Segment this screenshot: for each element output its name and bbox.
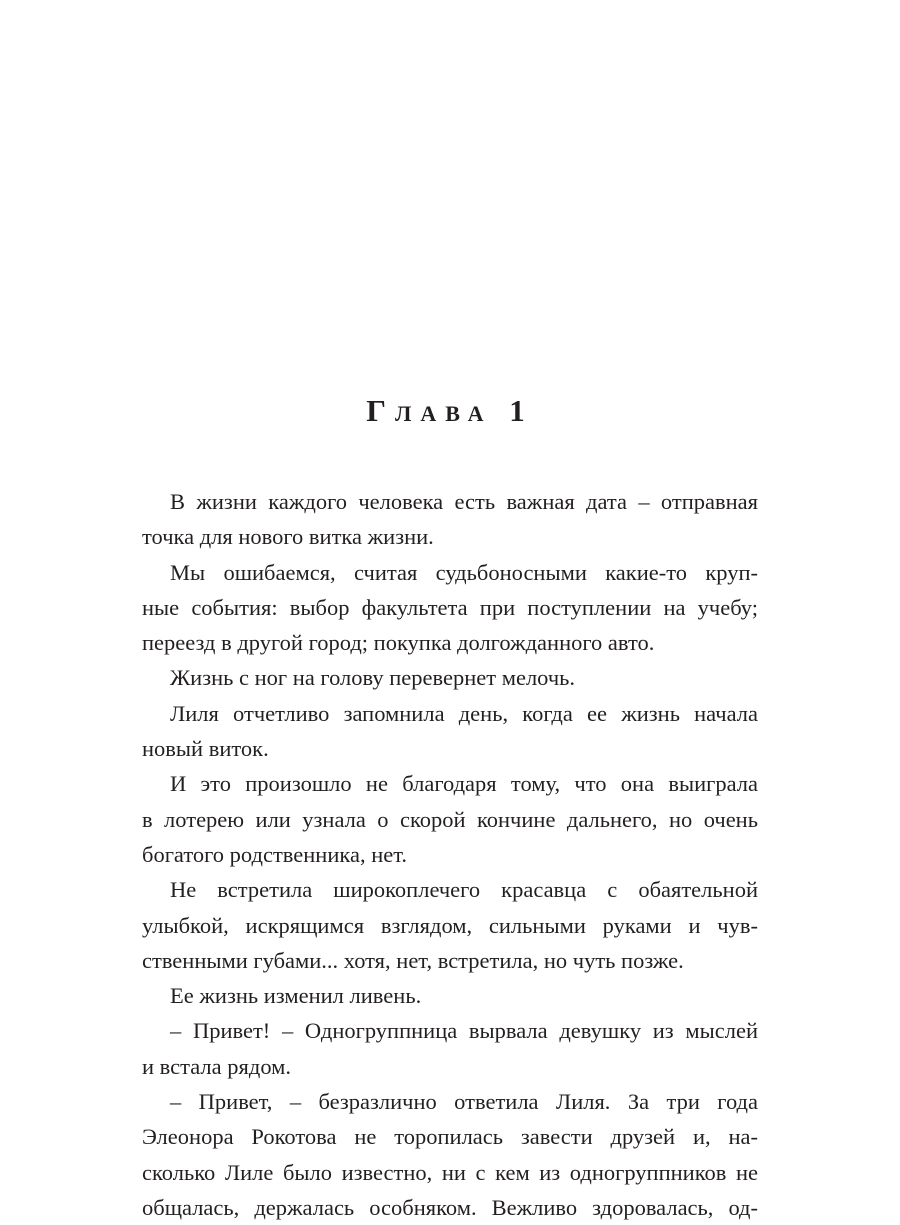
paragraph — [142, 660, 758, 695]
paragraph — [142, 484, 758, 555]
text-line: переезд в другой город; покупка долгожданного авто. — [142, 630, 655, 656]
paragraph — [142, 978, 758, 1013]
paragraph — [142, 1084, 758, 1225]
text-line: и встала рядом. — [142, 1053, 292, 1079]
text-line: И это произошло не благодаря тому, что она выиграла — [170, 771, 758, 797]
text-line: улыбкой, искрящимся взглядом, сильными руками и чув- — [142, 912, 758, 938]
paragraph — [142, 766, 758, 872]
text-line: – Привет! – Одногруппница вырвала девушку из мыслей — [170, 1018, 758, 1044]
text-line: точка для нового витка жизни. — [142, 524, 434, 550]
text-line: сколько Лиле было известно, ни с кем из одногруппников не — [142, 1159, 758, 1185]
chapter-title: Глава 1 — [366, 393, 534, 428]
text-line: ные события: выбор факультета при поступлении на учебу; — [142, 594, 758, 620]
text-line: ственными губами... хотя, нет, встретила, но чуть позже. — [142, 947, 684, 973]
text-line: Элеонора Рокотова не торопилась завести друзей и, на- — [142, 1124, 758, 1150]
text-line: – Привет, – безразлично ответила Лиля. За три года — [170, 1089, 758, 1115]
text-line: Жизнь с ног на голову перевернет мелочь. — [170, 665, 576, 691]
text-line: общалась, держалась особняком. Вежливо здоровалась, од- — [142, 1194, 758, 1220]
text-line: Лиля отчетливо запомнила день, когда ее жизнь начала — [170, 700, 758, 726]
text-line: В жизни каждого человека есть важная дата – отправная — [170, 489, 758, 514]
text-line: новый виток. — [142, 736, 269, 762]
paragraph — [142, 1013, 758, 1084]
paragraph — [142, 555, 758, 661]
text-line: богатого родственника, нет. — [142, 841, 408, 867]
text-line: Не встретила широкоплечего красавца с обаятельной — [170, 877, 758, 903]
paragraph — [142, 696, 758, 767]
text-line: Мы ошибаемся, считая судьбоносными какие-то круп- — [170, 559, 758, 585]
text-line: Ее жизнь изменил ливень. — [170, 983, 422, 1009]
paragraph — [142, 872, 758, 978]
body-text — [142, 484, 758, 1225]
text-line: в лотерею или узнала о скорой кончине дальнего, но очень — [142, 806, 758, 832]
